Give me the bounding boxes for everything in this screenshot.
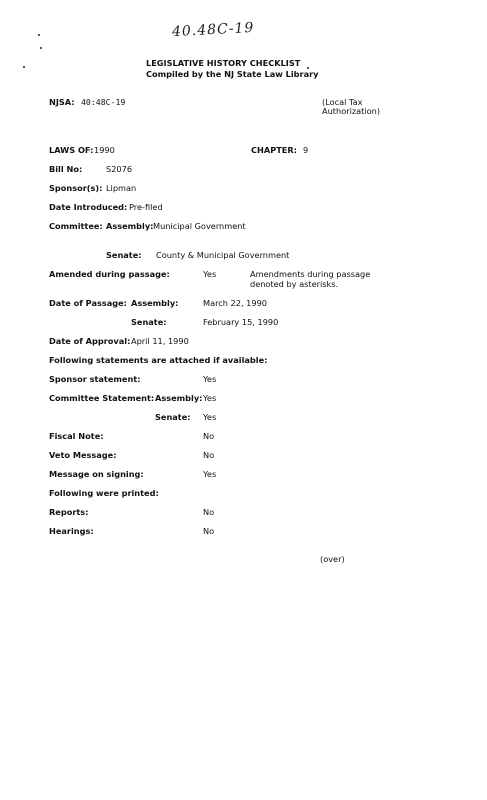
chapter-value: 9	[303, 145, 309, 155]
sponsors-label: Sponsor(s):	[49, 183, 103, 193]
njsa-value: 40:48C-19	[81, 97, 126, 107]
scan-speck	[38, 34, 40, 36]
reports-value: No	[203, 507, 215, 517]
message-on-signing-value: Yes	[203, 469, 217, 479]
bill-no-value: S2076	[106, 164, 133, 174]
date-introduced-value: Pre-filed	[129, 202, 163, 212]
veto-message-value: No	[203, 450, 215, 460]
veto-message-label: Veto Message:	[49, 450, 117, 460]
committee-senate-label: Senate:	[106, 250, 142, 260]
committee-statement-senate-value: Yes	[203, 412, 217, 422]
sponsor-statement-value: Yes	[203, 374, 217, 384]
date-of-approval-label: Date of Approval:	[49, 336, 131, 346]
bill-no-label: Bill No:	[49, 164, 83, 174]
amended-value: Yes	[203, 269, 217, 279]
reports-label: Reports:	[49, 507, 89, 517]
hearings-label: Hearings:	[49, 526, 94, 536]
topic-line-1: (Local Tax	[322, 97, 363, 107]
sponsor-statement-label: Sponsor statement:	[49, 374, 141, 384]
committee-label: Committee:	[49, 221, 103, 231]
over-footer: (over)	[320, 554, 345, 564]
committee-statement-assembly-label: Assembly:	[155, 393, 203, 403]
committee-statement-label: Committee Statement:	[49, 393, 155, 403]
committee-assembly-value: Municipal Government	[153, 221, 246, 231]
laws-of-label: LAWS OF:	[49, 145, 94, 155]
topic-line-2: Authorization)	[322, 106, 381, 116]
scan-speck	[40, 47, 42, 49]
committee-statement-senate-label: Senate:	[155, 412, 191, 422]
committee-senate-value: County & Municipal Government	[156, 250, 290, 260]
laws-of-value: 1990	[94, 145, 115, 155]
amended-note-line-1: Amendments during passage	[250, 269, 371, 279]
scan-speck	[23, 66, 25, 68]
printed-heading: Following were printed:	[49, 488, 159, 498]
statements-heading: Following statements are attached if available:	[49, 355, 268, 365]
fiscal-note-value: No	[203, 431, 215, 441]
committee-assembly-label: Assembly:	[106, 221, 154, 231]
hearings-value: No	[203, 526, 215, 536]
amended-note-line-2: denoted by asterisks.	[250, 279, 339, 289]
passage-senate-label: Senate:	[131, 317, 167, 327]
document-title: LEGISLATIVE HISTORY CHECKLIST	[146, 58, 301, 68]
document-subtitle: Compiled by the NJ State Law Library	[146, 69, 319, 79]
passage-assembly-value: March 22, 1990	[203, 298, 268, 308]
date-of-passage-label: Date of Passage:	[49, 298, 127, 308]
message-on-signing-label: Message on signing:	[49, 469, 144, 479]
passage-assembly-label: Assembly:	[131, 298, 179, 308]
passage-senate-value: February 15, 1990	[203, 317, 279, 327]
sponsors-value: Lipman	[106, 183, 137, 193]
chapter-label: CHAPTER:	[251, 145, 297, 155]
njsa-label: NJSA:	[49, 97, 75, 107]
handwritten-statute-note: 40.48C-19	[171, 19, 255, 41]
committee-statement-assembly-value: Yes	[203, 393, 217, 403]
date-of-approval-value: April 11, 1990	[131, 336, 189, 346]
amended-label: Amended during passage:	[49, 269, 170, 279]
fiscal-note-label: Fiscal Note:	[49, 431, 104, 441]
date-introduced-label: Date Introduced:	[49, 202, 128, 212]
